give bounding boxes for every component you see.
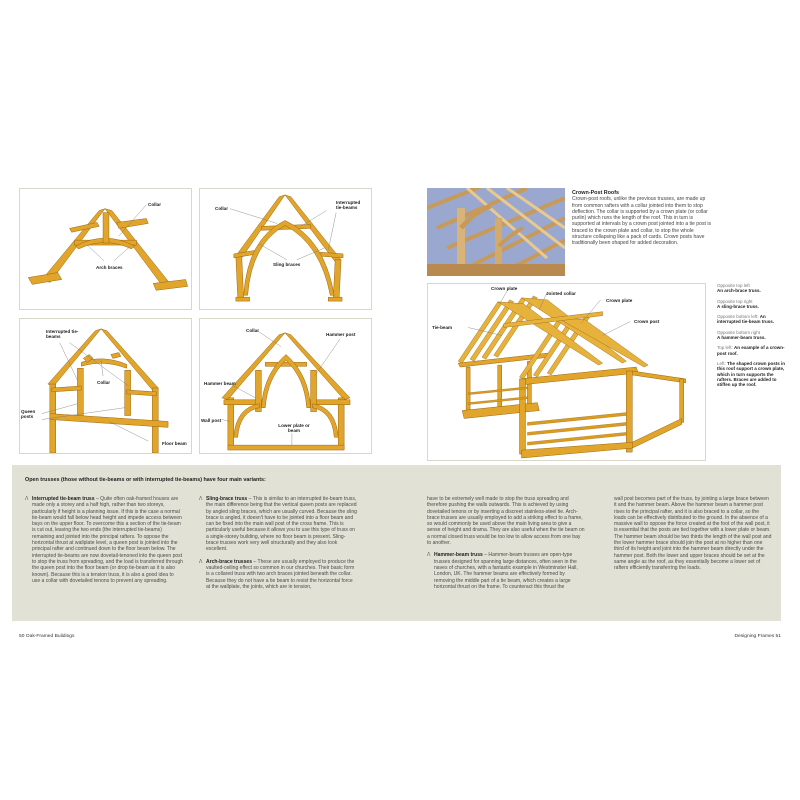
label-tie-beam: Tie-beam: [432, 325, 453, 330]
variants-title: Open trusses (those without tie-beams or with interrupted tie-beams) have four main variants:: [25, 477, 266, 483]
caption-item: Top left: An example of a crown-post roof.: [717, 345, 785, 356]
label-floor-beam: Floor beam: [162, 441, 187, 446]
arch-brace-truss-illustration: [20, 189, 191, 309]
label-collar: Collar: [97, 380, 111, 385]
label-collar: Collar: [215, 206, 229, 211]
diagram-interrupted-tie-beam-truss: [19, 318, 192, 454]
variant-arch-brace: Λ Arch-brace trusses – These are usually employed to produce the vaulted-ceiling effect so common in our churches. Their basic form is a collared truss with two arch braces jointed beneath the collar. Because they do not have a tie beam to resist the horizontal force at the wallplate, the joints, which are in tension,: [199, 558, 355, 590]
caption-item: Opposite bottom right A hammer-beam truss.: [717, 329, 766, 341]
label-interrupted-tie-beams: Interrupted tie-beams: [46, 329, 79, 340]
label-arch-braces: Arch braces: [96, 265, 123, 270]
label-hammer-beam: Hammer beam: [204, 381, 236, 386]
bullet-triangle-icon: Λ: [25, 496, 29, 502]
crown-post-roof-photo: [427, 188, 565, 276]
figure-captions: [717, 283, 787, 392]
label-hammer-post: Hammer post: [326, 332, 356, 337]
variants-column-1: [25, 496, 183, 590]
caption-item: Opposite bottom left: An interrupted tie-beam truss.: [717, 314, 775, 325]
label-crown-plate-right: Crown plate: [606, 298, 633, 303]
variants-column-2: [199, 496, 357, 596]
caption-item: Opposite top right A sling-brace truss.: [717, 298, 759, 309]
diagram-crown-post-frame: [427, 283, 706, 461]
caption-item: Left: The shaped crown posts in this roof support a crown plate, which in turn supports the rafters. Braces are added to stiffen up the roof.: [717, 360, 786, 388]
label-wall-post: Wall post: [201, 418, 222, 423]
label-collar: Collar: [148, 202, 162, 207]
label-interrupted-tie-beams: Interrupted tie-beams: [336, 200, 361, 211]
variant-sling-brace: Λ Sling-brace truss – This is similar to an interrupted tie-beam truss, the main difference being that the vertical queen posts are replaced by angled sling braces, which are usually curved. Because the sling brace is angled, it doesn't have to be jointed into a floor beam and can be fixed into the main wall post of the cross frame. This is particularly useful because it allows you to use this type of truss on a single-storey building, where no floor beam is present. Sling-brace trusses work very well structurally and they also look excellent.: [199, 496, 357, 553]
crown-post-frame-illustration: [428, 284, 705, 460]
variants-column-4: [614, 496, 772, 578]
bullet-triangle-icon: Λ: [199, 558, 203, 565]
label-crown-post: Crown post: [634, 319, 660, 324]
variant-hammer-beam: Λ Hammer-beam truss – Hammer-beam trusses are open-type trusses designed for spanning large distances, often seen in the naves of churches, with a fantastic example in Westminster Hall, London, UK. The hammer beams are effectively formed by removing the middle part of a tie beam, which creates a large horizontal thrust on the frame. To counteract this thrust the: [427, 552, 578, 590]
variant-interrupted-tie-beam: Λ Interrupted tie-beam truss – Quite often oak-framed houses are made only a storey and a half high, rather than two storeys, particularly if height is a planning issue. If this is the case a normal tie-beam would fall below head height and impede access between bays on the upper floor. To overcome this a section of the tie-beam is cut out, leaving the two ends (the interrupted tie-beams) remaining and jointed into the principal rafters. To oppose the horizontal thrust at wallplate level, a queen post is jointed into the principal rafter and continued down to the floor beam below. The interrupted tie-beams are now dovetail-tenoned into the queen post to stop the truss from spreading, and the load is transferred through the queen post into the floor beam (or drop tie-beam as it is also known). Because this is a tension truss, it is also a good idea to use a collar with dovetailed tenons to prevent any spreading.: [25, 496, 183, 584]
crown-post-body: Crown-post roofs, unlike the previous trusses, are made up from common rafters with a collar jointed into them to stop deflection. The collar is supported by a crown plate (or collar purlin) which runs the length of the roof. This in turn is supported at intervals by a crown post jointed into a tie post is braced to the crown plate and collar, to stop the whole structure collapsing like a pack of cards. Crown posts have traditionally been shaped for added decoration.: [572, 196, 712, 247]
label-sling-braces: Sling braces: [273, 262, 301, 267]
bullet-triangle-icon: Λ: [427, 552, 431, 559]
label-queen-posts: Queen posts: [21, 409, 36, 420]
label-lower-plate-or-beam: Lower plate or beam: [278, 423, 310, 434]
diagram-arch-brace-truss: [19, 188, 192, 310]
left-page-footer: 50 Oak-Framed Buildings: [19, 634, 75, 639]
bullet-triangle-icon: Λ: [199, 496, 203, 502]
crown-post-section: [572, 190, 712, 247]
crown-post-heading: Crown-Post Roofs: [572, 190, 620, 196]
label-jointed-collar: Jointed collar: [546, 291, 576, 296]
label-collar: Collar: [246, 328, 260, 333]
hammer-beam-continuation: wall post becomes part of the truss, by jointing a large brace between it and the hammer beam. Above the hammer beam a hammer post rises to the principal rafter, and it is also braced to a collar, so the loads can be effectively distributed to the ground. In the absence of a massive wall to oppose the force created at the foot of the wall post, it is essential that the posts are tied together with a lower plate or beam. The hammer beam should be two thirds the length of the wall post and the lower hammer brace should join the post at no higher than one third of its height and joint into the hammer beam directly under the hammer post. Both the lower and upper braces should be set at the same angle as the roof, as they essentially become a lower set of rafters efficiently transferring the loads.: [614, 496, 772, 572]
variants-column-3: [427, 496, 585, 596]
caption-item: Opposite top left An arch-brace truss.: [717, 283, 761, 294]
diagram-hammer-beam-truss: [199, 318, 372, 454]
label-crown-plate-top: Crown plate: [491, 286, 518, 291]
right-page-footer: Designing Frames 51: [734, 634, 781, 639]
arch-brace-continuation: have to be extremely well made to stop the truss spreading and therefore pushing the walls outwards. This is achieved by using dovetailed tenons or by inserting a discreet stainless-steel tie. Arch-brace trusses are usually employed to add a striking effect to a frame, so would commonly be used above the main living area to give a sense of height and drama. They are also useful when the tie beam on a normal closed truss would be too low to allow access from one bay to another.: [427, 496, 585, 547]
crown-post-roof-image: [427, 188, 565, 276]
diagram-sling-brace-truss: [199, 188, 372, 310]
